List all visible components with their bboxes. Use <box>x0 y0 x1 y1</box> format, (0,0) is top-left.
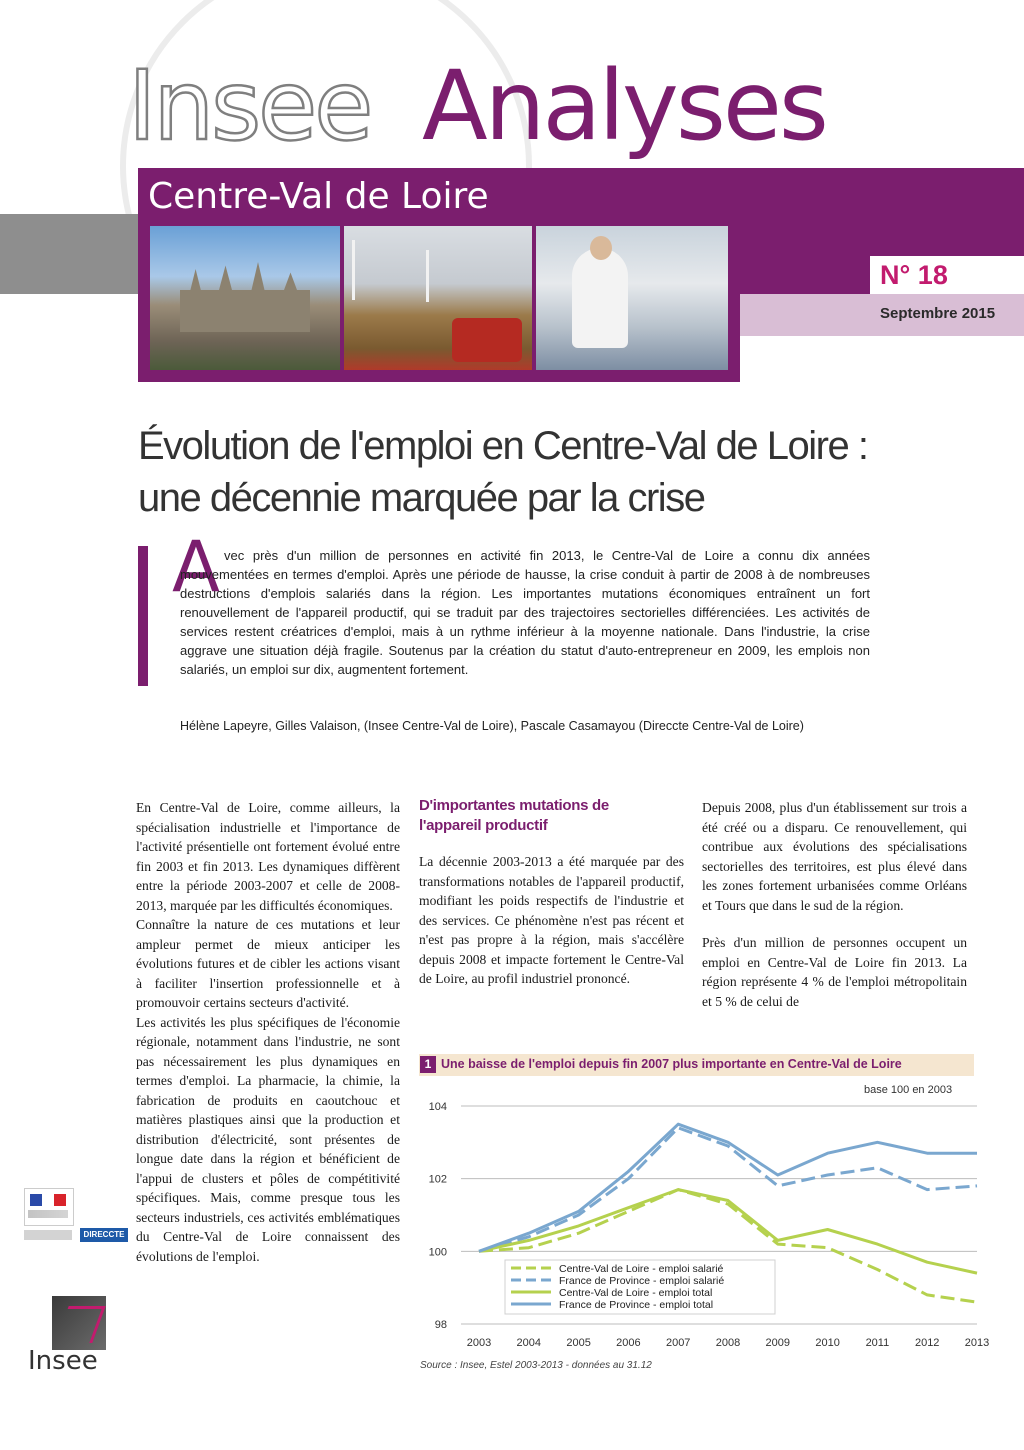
issue-number: N° 18 <box>880 260 948 290</box>
x-tick-label: 2005 <box>566 1337 591 1349</box>
tractor-shape <box>452 318 522 362</box>
issue-date: Septembre 2015 <box>880 305 996 322</box>
article-title: Évolution de l'emploi en Centre-Val de Loire : une décennie marquée par la crise <box>138 424 868 520</box>
worker-shape <box>572 248 628 348</box>
partner-logo <box>24 1230 72 1240</box>
x-tick-label: 2007 <box>665 1337 691 1349</box>
paragraph: En Centre-Val de Loire, comme ailleurs, la spécialisation industrielle et l'importance de l'activité présentielle ont fortement évolué entre fin 2003 et fin 2013. Les dynamiques diffèrent entre la période 2003-2007 et celle de 2008-2013, marquée par les difficultés économiques. <box>136 800 400 913</box>
x-tick-label: 2008 <box>715 1337 741 1349</box>
figure-source: Source : Insee, Estel 2003-2013 - données au 31.12 <box>420 1360 652 1371</box>
section-heading: D'importantes mutations de l'appareil productif <box>419 797 609 834</box>
y-tick-label: 102 <box>428 1173 447 1186</box>
abstract-bar <box>138 546 148 686</box>
wind-turbine-icon <box>352 240 355 300</box>
photo-industry <box>536 226 728 370</box>
x-tick-label: 2013 <box>964 1337 990 1349</box>
column-3 <box>702 798 967 1011</box>
logo-analyses: Analyses <box>422 50 826 162</box>
region-name: Centre-Val de Loire <box>148 176 489 217</box>
figure-title: Une baisse de l'emploi depuis fin 2007 plus importante en Centre-Val de Loire <box>441 1057 902 1071</box>
figure-number: 1 <box>420 1056 436 1073</box>
logo-insee: Insee <box>128 50 371 162</box>
y-tick-label: 98 <box>434 1319 447 1331</box>
logo-caption <box>28 1210 68 1218</box>
x-tick-label: 2004 <box>516 1337 542 1349</box>
paragraph: Connaître la nature de ces mutations et leur ampleur permet de mieux anticiper les évolutions futures et de cibler les actions visant à faciliter l'insertion professionnelle et à promouvoir certains secteurs d'activité. <box>136 917 400 1010</box>
x-tick-label: 2011 <box>865 1337 890 1349</box>
insee-footer-logo: Insee <box>28 1346 98 1376</box>
paragraph: Depuis 2008, plus d'un établissement sur trois a été créé ou a disparu. Ce renouvellement, qui contribue aux évolutions des spécialisations sectorielles des territoires, est plus élevé dans les zones fortement urbanisées comme Orléans et Tours que dans le sud de la région. <box>702 800 967 913</box>
x-tick-label: 2006 <box>616 1337 641 1349</box>
abstract-text: vec près d'un million de personnes en activité fin 2013, le Centre-Val de Loire a connu dix années mouvementées en termes d'emploi. Après une période de hausse, la crise conduit à partir de 2008 à de nombreuses destructions d'emplois salariés dans la région. Les importantes mutations économiques entraînent un fort renouvellement de l'appareil productif, qui se traduit par des trajectoires sectorielles différenciées. Les activités de services restent créatrices d'emploi, mais à un rythme inférieur à la moyenne nationale. Dans l'industrie, la crise aggrave une situation déjà fragile. Soutenus par la création du statut d'auto-entrepreneur en 2009, les emplois non salariés, un emploi sur dix, augmentent fortement. <box>180 548 870 677</box>
legend-label: France de Province - emploi total <box>559 1299 714 1311</box>
x-tick-label: 2009 <box>765 1337 791 1349</box>
x-tick-label: 2012 <box>914 1337 940 1349</box>
column-1 <box>136 798 400 1266</box>
worker-head-shape <box>590 236 612 260</box>
direccte-logo: DIRECCTE <box>80 1228 128 1242</box>
paragraph: Les activités les plus spécifiques de l'économie régionale, notamment dans l'industrie, ne sont pas nécessairement les plus dynamiques en termes d'emploi. La pharmacie, la chimie, la fabrication de produits en caoutchouc et matières plastiques ainsi que la production et distribution d'électricité, sont présentes de longue date dans la région et bénéficient de l'appui de clusters et pôles de compétitivité spécifiques. Mais, comme presque tous les secteurs industriels, ces activités emblématiques du Centre-Val de Loire connaissent des évolutions de l'emploi. <box>136 1014 400 1264</box>
y-tick-label: 100 <box>428 1246 447 1259</box>
legend-label: France de Province - emploi salarié <box>559 1275 725 1287</box>
paragraph: Près d'un million de personnes occupent un emploi en Centre-Val de Loire fin 2013. La région représente 4 % de l'emploi métropolitain et 5 % de celui de <box>702 935 967 1009</box>
abstract-dropcap: A <box>172 526 220 608</box>
y-tick-label: 104 <box>428 1101 447 1113</box>
x-tick-label: 2010 <box>815 1337 840 1349</box>
paragraph: La décennie 2003-2013 a été marquée par des transformations notables de l'appareil productif, modifiant les poids respectifs de l'industrie et des services. Ce phénomène n'est pas récent et n'est pas propre à la région, mais s'accélère depuis 2008 et impacte fortement le Centre-Val de Loire, au profil industriel prononcé. <box>419 854 684 986</box>
authors: Hélène Lapeyre, Gilles Valaison, (Insee Centre-Val de Loire), Pascale Casamayou (Direccte Centre-Val de Loire) <box>180 719 804 733</box>
wind-turbine-icon <box>426 250 429 302</box>
employment-line-chart <box>419 1094 990 1356</box>
legend-label: Centre-Val de Loire - emploi salarié <box>559 1263 724 1275</box>
legend-label: Centre-Val de Loire - emploi total <box>559 1287 713 1299</box>
french-flag-icon <box>30 1194 66 1206</box>
column-2 <box>419 852 684 989</box>
x-tick-label: 2003 <box>466 1337 492 1349</box>
figure-base-note: base 100 en 2003 <box>864 1084 953 1096</box>
